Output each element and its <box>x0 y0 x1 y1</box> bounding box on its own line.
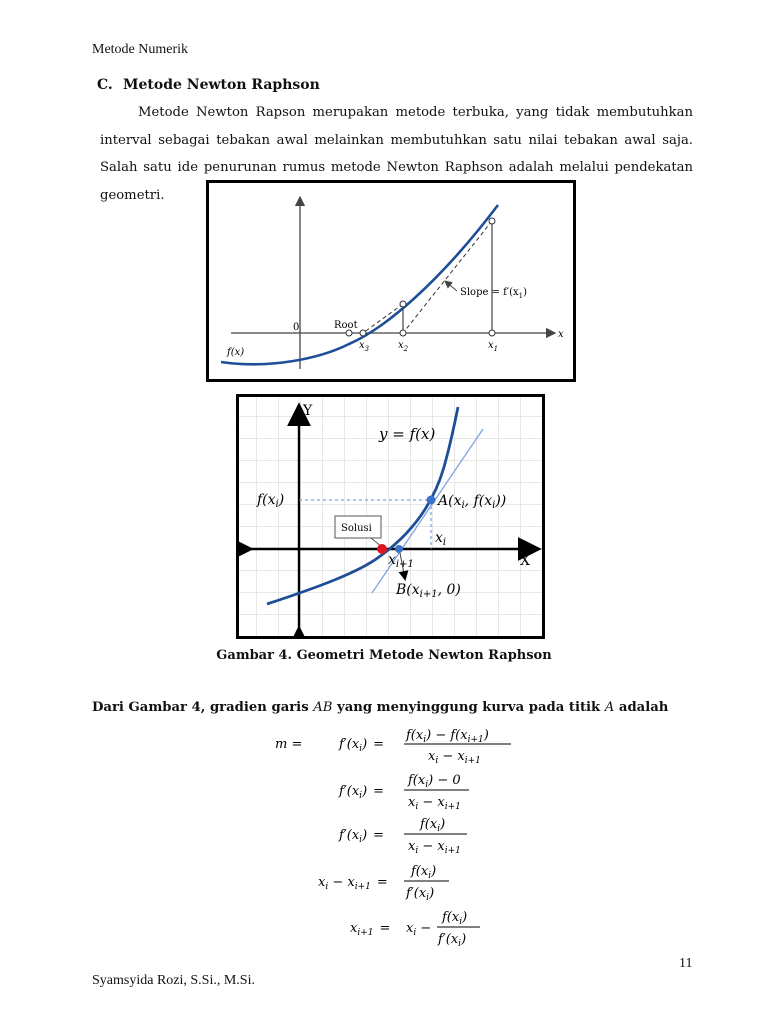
fxi-label: $f(x_i)$ <box>257 492 285 510</box>
section-title: Metode Newton Raphson <box>123 77 320 93</box>
eq2-den: $x_i - x_{i+1}$ <box>408 795 461 812</box>
eq3-den: $x_i - x_{i+1}$ <box>408 839 461 856</box>
figure-newton-geometry-grid <box>236 394 545 639</box>
eq4-den: $f'(x_i)$ <box>406 886 435 903</box>
eq4-lhs: $x_i - x_{i+1}$ = <box>318 875 388 892</box>
footer-author: Syamsyida Rozi, S.Si., M.Si. <box>92 973 255 988</box>
x1-label: $x_1$ <box>488 340 499 353</box>
eq2-num: $f(x_i) - 0$ <box>408 773 461 790</box>
curve-point-x1 <box>489 218 495 224</box>
eq1-den: $x_i - x_{i+1}$ <box>428 749 481 766</box>
eq5-rhs: $x_i$ − <box>406 921 432 938</box>
eq5-lhs: $x_{i+1}$ = <box>350 921 391 938</box>
eq2-lhs: $f'(x_i)$ = <box>339 784 385 801</box>
root-label: Root <box>334 320 358 331</box>
eq4-num: $f(x_i)$ <box>411 864 437 881</box>
x1-point <box>489 330 495 336</box>
xi-label: $x_i$ <box>435 530 447 548</box>
running-header: Metode Numerik <box>92 42 189 57</box>
equations-block <box>0 722 768 952</box>
y-axis-label: Y <box>303 403 313 419</box>
point-a <box>427 496 436 505</box>
intro-sentence: Dari Gambar 4, gradien garis AB yang menyinggung kurva pada titik A adalah <box>92 700 669 715</box>
origin-label: 0 <box>293 322 300 333</box>
slope-label: Slope = $f'(x_1)$ <box>460 287 528 300</box>
tangent-line-x2 <box>363 304 403 333</box>
solution-point <box>377 544 387 554</box>
x-axis-label: X <box>520 553 530 569</box>
xi1-label: $x_{i+1}$ <box>388 552 414 570</box>
point-b <box>395 545 403 553</box>
eq1-lhs: $f'(x_i)$ = <box>339 737 385 754</box>
equations-svg <box>0 722 768 952</box>
figure-bottom-svg <box>239 397 542 636</box>
x3-label: $x_3$ <box>359 340 370 353</box>
eq1-num: $f(x_i) - f(x_{i+1})$ <box>406 728 489 745</box>
fx-label: f(x) <box>227 347 245 358</box>
point-b-label: $B(x_{i+1}$, 0) <box>396 582 461 600</box>
figure-newton-tangent-lines <box>206 180 576 382</box>
eq-m: m = <box>275 737 303 752</box>
x-axis-label: x <box>558 329 564 340</box>
x2-point <box>400 330 406 336</box>
eq5-den: $f'(x_i)$ <box>438 932 467 949</box>
slope-arrow <box>445 281 457 291</box>
eq5-num: $f(x_i)$ <box>442 910 468 927</box>
eq3-num: $f(x_i)$ <box>420 817 446 834</box>
eq3-lhs: $f'(x_i)$ = <box>339 828 385 845</box>
section-heading <box>97 77 320 93</box>
curve-label: y = f(x) <box>379 425 436 443</box>
body-paragraph: Metode Newton Rapson merupakan metode terbuka, yang tidak membutuhkan interval sebagai tebakan awal melainkan membutuhkan satu nilai tebakan awal saja. Salah satu ide penurunan rumus metode Newton Raphson adalah melalui pendekatan geometri. <box>100 105 693 203</box>
x2-label: $x_2$ <box>398 340 409 353</box>
curve-point-x2 <box>400 301 406 307</box>
figure-top-svg <box>209 183 573 379</box>
point-a-label: $A(x_i$, $f(x_i)$) <box>438 493 507 511</box>
page-number: 11 <box>679 956 693 971</box>
x3-point <box>360 330 366 336</box>
figure-caption: Gambar 4. Geometri Metode Newton Raphson <box>216 648 552 663</box>
tangent-line-x1 <box>403 221 492 333</box>
solusi-label: Solusi <box>341 523 372 534</box>
section-number: C. <box>97 77 113 93</box>
